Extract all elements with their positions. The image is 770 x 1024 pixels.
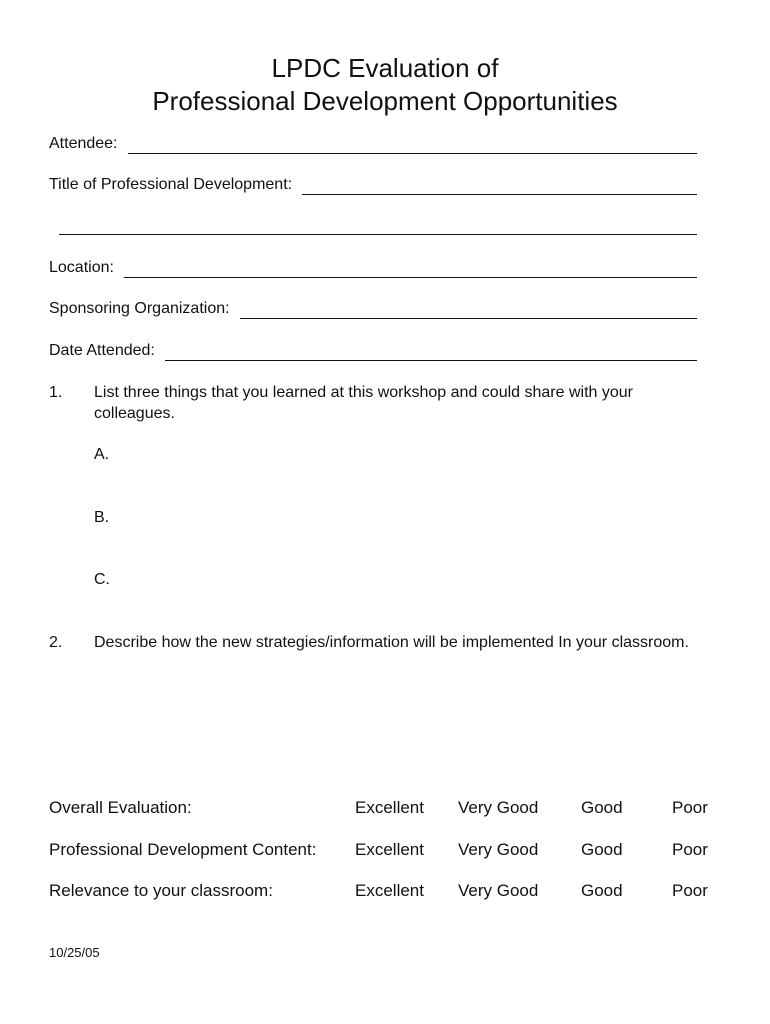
date-attended-label: Date Attended: (49, 342, 155, 359)
title-pd-line[interactable] (302, 180, 697, 195)
option-poor[interactable]: Poor (672, 798, 708, 817)
title-pd-label: Title of Professional Development: (49, 176, 293, 193)
option-very-good[interactable]: Very Good (458, 840, 539, 859)
attendee-field[interactable] (49, 132, 697, 154)
option-good[interactable]: Good (581, 881, 623, 900)
option-excellent[interactable]: Excellent (355, 798, 424, 817)
evaluation-row-label: Relevance to your classroom: (49, 881, 273, 900)
option-very-good[interactable]: Very Good (458, 798, 539, 817)
evaluation-row-label: Overall Evaluation: (49, 798, 192, 817)
option-poor[interactable]: Poor (672, 840, 708, 859)
sponsor-line[interactable] (240, 304, 697, 319)
option-good[interactable]: Good (581, 798, 623, 817)
evaluation-row-relevance (0, 880, 770, 902)
question-1-number: 1. (49, 384, 63, 401)
question-2-text: Describe how the new strategies/information will be implemented In your classroom. (94, 634, 689, 651)
option-poor[interactable]: Poor (672, 881, 708, 900)
question-2-number: 2. (49, 634, 63, 651)
option-good[interactable]: Good (581, 840, 623, 859)
location-label: Location: (49, 259, 114, 276)
date-attended-line[interactable] (165, 346, 697, 361)
sponsor-field[interactable] (49, 297, 697, 319)
title-pd-field[interactable] (49, 173, 697, 195)
location-field[interactable] (49, 256, 697, 278)
evaluation-row-label: Professional Development Content: (49, 840, 317, 859)
evaluation-row-content (0, 839, 770, 861)
answer-c-label: C. (94, 571, 110, 588)
revision-date: 10/25/05 (49, 945, 100, 960)
evaluation-row-overall (0, 797, 770, 819)
attendee-line[interactable] (128, 139, 698, 154)
answer-b-label: B. (94, 509, 110, 526)
answer-a-label: A. (94, 446, 110, 463)
question-1-text: List three things that you learned at this workshop and could share with your colleagues. (94, 384, 633, 422)
option-very-good[interactable]: Very Good (458, 881, 539, 900)
sponsor-label: Sponsoring Organization: (49, 300, 230, 317)
title-pd-continuation-line[interactable] (59, 234, 697, 235)
attendee-label: Attendee: (49, 135, 118, 152)
option-excellent[interactable]: Excellent (355, 840, 424, 859)
form-title-line-1: LPDC Evaluation of (271, 53, 499, 83)
location-line[interactable] (124, 263, 697, 278)
form-title-line-2: Professional Development Opportunities (152, 86, 618, 116)
option-excellent[interactable]: Excellent (355, 881, 424, 900)
date-attended-field[interactable] (49, 339, 697, 361)
